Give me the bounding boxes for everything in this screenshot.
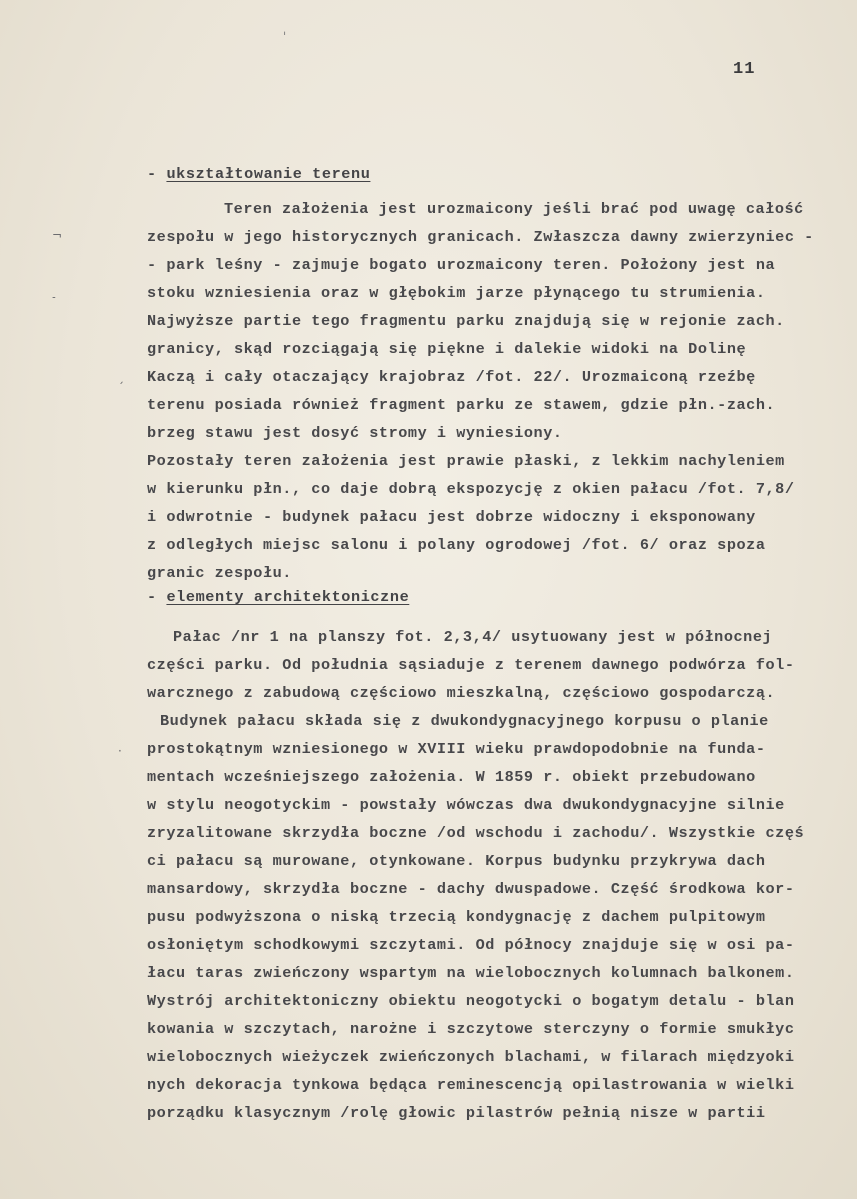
heading-dash: - [147,588,167,606]
text-line: Kaczą i cały otaczający krajobraz /fot. 22/. Urozmaiconą rzeźbę [147,368,756,386]
text-line: w stylu neogotyckim - powstały wówczas dwa dwukondygnacyjne silnie [147,796,785,814]
text-line: stoku wzniesienia oraz w głębokim jarze płynącego tu strumienia. [147,284,766,302]
text-line: brzeg stawu jest dosyć stromy i wyniesiony. [147,424,563,442]
text-line: Pałac /nr 1 na planszy fot. 2,3,4/ usytuowany jest w północnej [173,628,773,646]
text-line: nych dekoracja tynkowa będąca reminescencją opilastrowania w wielki [147,1076,795,1094]
text-line: granicy, skąd rozciągają się piękne i dalekie widoki na Dolinę [147,340,747,358]
section-heading [147,164,370,184]
text-line: osłoniętym schodkowymi szczytami. Od północy znajduje się w osi pa- [147,936,795,954]
heading-text: elementy architektoniczne [166,588,410,606]
text-line: warcznego z zabudową częściowo mieszkalną, częściowo gospodarczą. [147,684,776,702]
text-line: Budynek pałacu składa się z dwukondygnacyjnego korpusu o planie [160,712,769,730]
text-line: kowania w szczytach, narożne i szczytowe sterczyny o formie smukłyc [147,1020,795,1038]
text-line: terenu posiada również fragment parku ze stawem, gdzie płn.-zach. [147,396,776,414]
text-line: ci pałacu są murowane, otynkowane. Korpus budynku przykrywa dach [147,852,766,870]
stray-mark: ˈ [283,30,287,44]
text-line: - park leśny - zajmuje bogato urozmaicony teren. Położony jest na [147,256,776,274]
text-line: łacu taras zwieńczony wspartym na wielobocznych kolumnach balkonem. [147,964,795,982]
text-line: Wystrój architektoniczny obiektu neogotycki o bogatym detalu - blan [147,992,795,1010]
margin-mark: ˏ [118,370,124,384]
text-line: mentach wcześniejszego założenia. W 1859 r. obiekt przebudowano [147,768,756,786]
text-line: w kierunku płn., co daje dobrą ekspozycję z okien pałacu /fot. 7,8/ [147,480,795,498]
section-heading [147,587,409,607]
text-line: Najwyższe partie tego fragmentu parku znajdują się w rejonie zach. [147,312,785,330]
text-line: zryzalitowane skrzydła boczne /od wschodu i zachodu/. Wszystkie częś [147,824,805,842]
text-line: prostokątnym wzniesionego w XVIII wieku prawdopodobnie na funda- [147,740,766,758]
heading-dash: - [147,165,167,183]
margin-mark: ¬ [52,228,63,242]
text-line: mansardowy, skrzydła boczne - dachy dwuspadowe. Część środkowa kor- [147,880,795,898]
text-line: Pozostały teren założenia jest prawie płaski, z lekkim nachyleniem [147,452,785,470]
page-number: 11 [733,60,756,79]
text-line: z odległych miejsc salonu i polany ogrodowej /fot. 6/ oraz spoza [147,536,766,554]
text-line: granic zespołu. [147,564,292,582]
margin-mark: ˗ [52,290,56,304]
heading-text: ukształtowanie terenu [166,165,371,183]
margin-mark: · [118,744,122,758]
text-line: części parku. Od południa sąsiaduje z terenem dawnego podwórza fol- [147,656,795,674]
text-line: pusu podwyższona o niską trzecią kondygnację z dachem pulpitowym [147,908,766,926]
text-line: wielobocznych wieżyczek zwieńczonych blachami, w filarach międzyoki [147,1048,795,1066]
text-line: porządku klasycznym /rolę głowic pilastrów pełnią nisze w partii [147,1104,766,1122]
text-line: zespołu w jego historycznych granicach. Zwłaszcza dawny zwierzyniec - [147,228,814,246]
text-line: i odwrotnie - budynek pałacu jest dobrze widoczny i eksponowany [147,508,756,526]
text-line: Teren założenia jest urozmaicony jeśli brać pod uwagę całość [224,200,804,218]
